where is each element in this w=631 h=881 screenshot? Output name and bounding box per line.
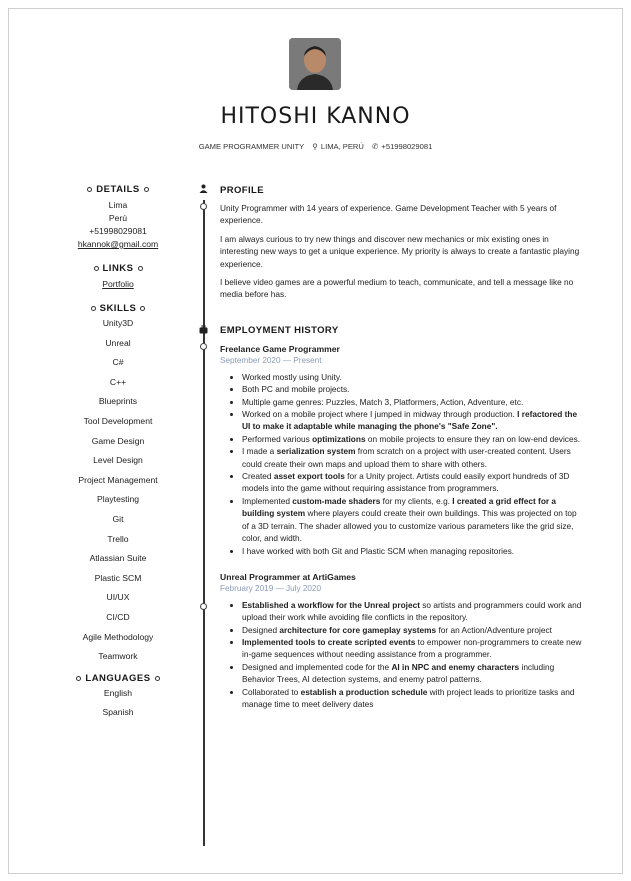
job-title: Freelance Game Programmer [220,344,340,354]
list-item: • Worked on a mobile project where I jumped in midway through production. I refactored the UI to make it adaptable while managing the phone's "Safe Zone". [242,408,585,433]
phone-text: +51998029081 [381,142,433,151]
details-country: Perú [108,213,128,223]
timeline-dot [200,603,207,610]
skill-item: Teamwork [98,651,138,662]
location-text: LIMA, PERÚ [320,142,364,151]
links-heading: LINKS [58,263,178,274]
list-item: • I have worked with both Git and Plastic SCM when managing repositories. [242,545,585,557]
list-item: • Implemented tools to create scripted events to empower non-programmers to create new in-game sequences without needing assistance from a programmer. [242,636,585,661]
list-item: • Worked mostly using Unity. [242,371,585,383]
details-phone: +51998029081 [89,226,147,236]
list-item: • Designed architecture for core gameplay systems for an Action/Adventure project [242,624,585,636]
list-item: • Both PC and mobile projects. [242,383,585,395]
skill-item: Tool Development [83,415,153,426]
languages-list [58,684,178,723]
skill-item: Unity3D [102,318,134,328]
phone-icon: ✆ [372,142,379,151]
job-bullets [242,599,585,711]
list-item: • Designed and implemented code for the AI in NPC and enemy characters including Behavior Trees, AI detection systems, and enemy patrol patterns. [242,661,585,686]
list-item: • Multiple game genres: Puzzles, Match 3, Platformers, Action, Adventure, etc. [242,396,585,408]
skill-item: C++ [109,376,127,387]
profile-body [220,202,585,307]
skill-item: Plastic SCM [94,572,142,583]
header-subline [0,142,631,151]
timeline-dot [200,203,207,210]
language-item: Spanish [102,707,134,718]
list-item: • Performed various optimizations on mobile projects to ensure they ran on low-end devices. [242,433,585,445]
skill-item: Trello [107,533,129,544]
employment-body [220,343,585,710]
job-bullets [242,371,585,557]
language-item: English [103,687,133,698]
skill-item: Project Management [78,474,158,485]
profile-paragraph: Unity Programmer with 14 years of experience. Game Development Teacher with 5 years of experience. [220,203,557,226]
page-title: HITOSHI KANNO [220,104,411,129]
email-link[interactable]: hkannok@gmail.com [77,239,159,249]
avatar [289,38,341,90]
profile-paragraph: I am always curious to try new things and discover new mechanics or mix existing ones in interesting new ways to get a unique experience. My priority is always to create a fantastic playing experience. [220,233,580,269]
role-text: GAME PROGRAMMER UNITY [198,142,305,151]
portfolio-link[interactable]: Portfolio [102,279,134,289]
skill-item: Level Design [93,455,143,466]
skill-item: UI/UX [106,592,130,603]
details-city: Lima [108,200,128,210]
employment-heading: EMPLOYMENT HISTORY [220,325,339,336]
job-dates: February 2019 — July 2020 [220,584,322,594]
skill-item: C# [112,357,124,368]
list-item: • Established a workflow for the Unreal project so artists and programmers could work and upload their work while avoiding file conflicts in the repository. [242,599,585,624]
skill-item: Git [112,513,124,524]
details-heading: DETAILS [58,184,178,195]
skill-item: Agile Methodology [82,631,154,642]
skill-item: Atlassian Suite [89,553,147,564]
job-entry [220,343,585,557]
skill-item: CI/CD [106,611,130,622]
job-dates: September 2020 — Present [220,356,322,366]
job-title: Unreal Programmer at ArtiGames [220,571,356,582]
skill-item: Playtesting [96,494,140,505]
skill-item: Blueprints [98,396,138,407]
job-entry [220,571,585,710]
person-icon [199,184,208,193]
list-item: • I made a serialization system from scratch on a project with user-created content. Users could create their own maps and upload them to share with others. [242,445,585,470]
skills-list [58,314,178,667]
briefcase-icon [199,325,208,334]
timeline-dot [200,343,207,350]
timeline-line [203,200,205,846]
profile-heading: PROFILE [220,185,264,196]
skill-item: Unreal [105,337,131,348]
skills-heading: SKILLS [58,303,178,314]
list-item: • Created asset export tools for a Unity project. Artists could easily export hundreds of 3D models into the game without requiring assistance from programmers. [242,470,585,495]
languages-heading: LANGUAGES [58,673,178,684]
skill-item: Game Design [91,435,145,446]
location-pin-icon: ⚲ [312,142,318,151]
list-item: • Collaborated to establish a production schedule with project leads to prioritize tasks and manage time to meet delivery dates [242,686,585,711]
list-item: • Implemented custom-made shaders for my clients, e.g. I created a grid effect for a building system where players could create their own buildings. This was projected on top of a 3D terrain. The shader allowed you to customize various parameters like the grid size, color, and width. [242,495,585,545]
profile-paragraph: I believe video games are a powerful medium to teach, communicate, and tell a message like no media before has. [220,277,574,300]
left-column [58,184,178,723]
